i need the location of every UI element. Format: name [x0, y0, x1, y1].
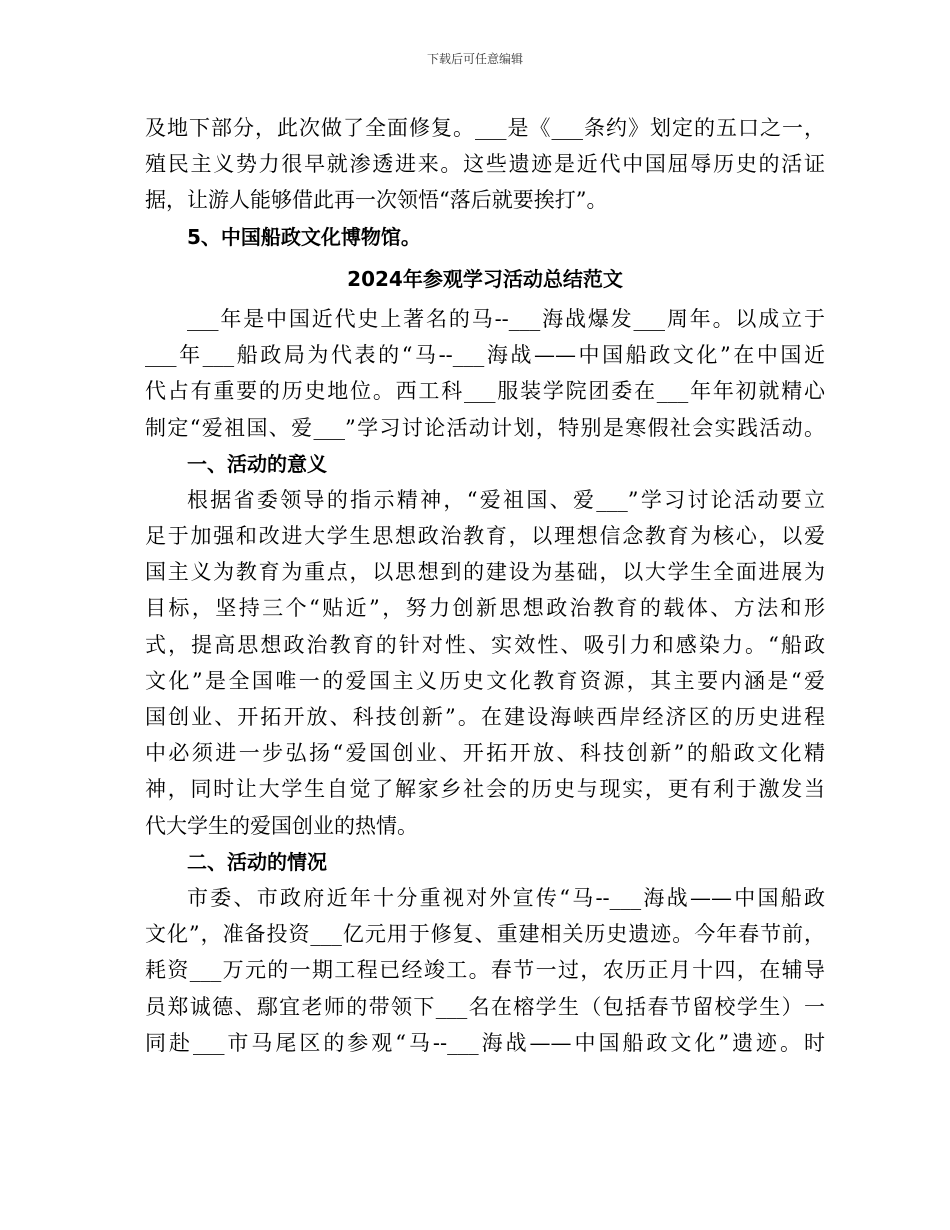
text-line: 足于加强和改进大学生思想政治教育，以理想信念教育为核心，以爱	[145, 524, 825, 549]
text-line: 根据省委领导的指示精神，“爱祖国、爱___”学习讨论活动要立	[187, 487, 825, 512]
text-line: 市委、市政府近年十分重视对外宣传“马--___海战——中国船政	[187, 885, 825, 910]
text-line: 中必须进一步弘扬“爱国创业、开拓开放、科技创新”的船政文化精	[145, 741, 825, 766]
section-heading: 一、活动的意义	[187, 451, 327, 476]
text-line: 殖民主义势力很早就渗透进来。这些遗迹是近代中国屈辱历史的活证	[145, 152, 825, 177]
text-line: 文化”是全国唯一的爱国主义历史文化教育资源，其主要内涵是“爱	[145, 668, 825, 693]
section-heading: 二、活动的情况	[187, 849, 327, 874]
text-line: 制定“爱祖国、爱___”学习讨论活动计划，特别是寒假社会实践活动。	[145, 415, 825, 440]
document-title: 2024年参观学习活动总结范文	[347, 266, 623, 291]
text-line: 同赴___市马尾区的参观“马--___海战——中国船政文化”遗迹。时	[145, 1030, 825, 1055]
text-line: 代占有重要的历史地位。西工科___服装学院团委在___年年初就精心	[145, 379, 825, 404]
document-page	[145, 110, 825, 1061]
text-line: ___年是中国近代史上著名的马--___海战爆发___周年。以成立于	[187, 306, 825, 331]
header-note: 下载后可任意编辑	[426, 52, 523, 66]
text-line: 国主义为教育为重点，以思想到的建设为基础，以大学生全面进展为	[145, 560, 825, 585]
text-line: 神，同时让大学生自觉了解家乡社会的历史与现实，更有利于激发当	[145, 777, 825, 802]
text-line: 目标，坚持三个“贴近”，努力创新思想政治教育的载体、方法和形	[145, 596, 825, 621]
text-line: 式，提高思想政治教育的针对性、实效性、吸引力和感染力。“船政	[145, 632, 825, 657]
text-line: 员郑诚德、鄢宜老师的带领下___名在榕学生（包括春节留校学生）一	[145, 994, 825, 1019]
text-line: 耗资___万元的一期工程已经竣工。春节一过，农历正月十四，在辅导	[145, 958, 825, 983]
text-line: 文化”，准备投资___亿元用于修复、重建相关历史遗迹。今年春节前，	[145, 922, 825, 947]
text-line: ___年___船政局为代表的“马--___海战——中国船政文化”在中国近	[145, 343, 825, 368]
text-line: 国创业、开拓开放、科技创新”。在建设海峡西岸经济区的历史进程	[145, 705, 825, 729]
text-line: 据，让游人能够借此再一次领悟“落后就要挨打”。	[145, 188, 608, 213]
text-line: 及地下部分，此次做了全面修复。___是《___条约》划定的五口之一，	[145, 116, 825, 140]
list-item-heading: 5、中国船政文化博物馆。	[187, 224, 421, 249]
text-line: 代大学生的爱国创业的热情。	[145, 813, 418, 838]
